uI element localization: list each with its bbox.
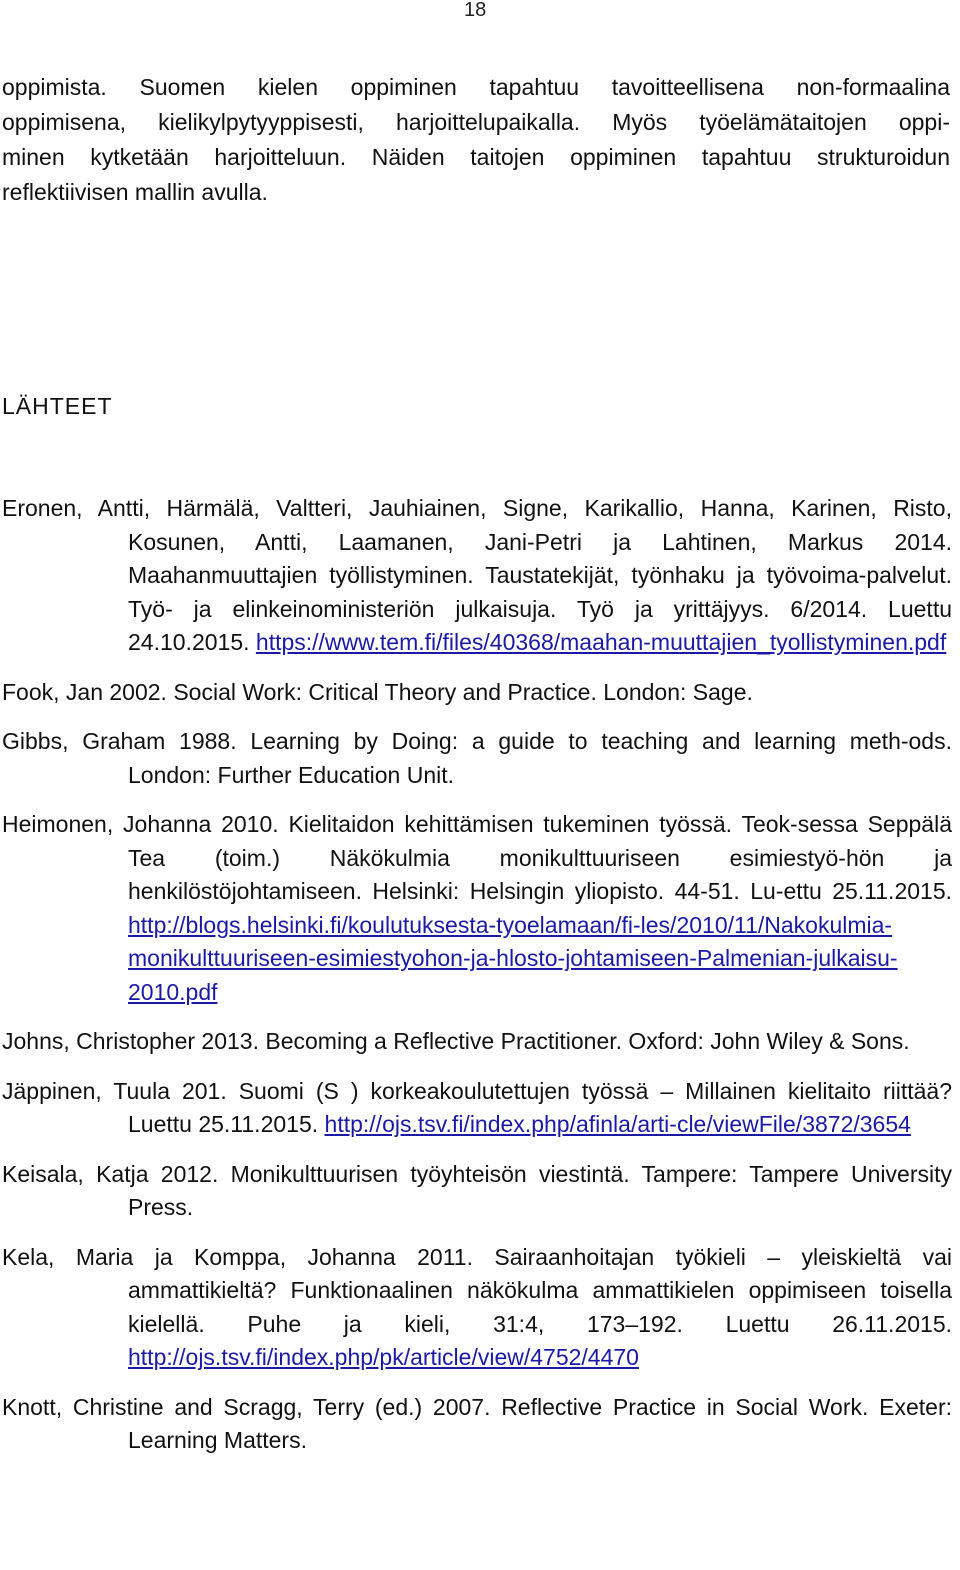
reference-list [2, 492, 952, 1474]
reference-fook-2002 [2, 676, 952, 710]
reference-text: Gibbs, Graham 1988. Learning by Doing: a guide to teaching and learning meth-ods. London: Further Education Unit. [2, 728, 952, 788]
intro-line: oppimista. Suomen kielen oppiminen tapahtuu tavoitteellisena non-formaalina [2, 74, 950, 100]
reference-jappinen [2, 1075, 952, 1142]
intro-paragraph [2, 70, 950, 210]
references-heading: LÄHTEET [2, 393, 113, 419]
reference-link[interactable]: http://ojs.tsv.fi/index.php/pk/article/view/4752/4470 [128, 1344, 639, 1370]
reference-link[interactable]: http://blogs.helsinki.fi/koulutuksesta-tyoelamaan/fi-les/2010/11/Nakokulmia-monikulttuuriseen-esimiestyohon-ja-hlosto-johtamiseen-Palmenian-julkaisu-2010.pdf [128, 911, 898, 1005]
reference-text: Johns, Christopher 2013. Becoming a Reflective Practitioner. Oxford: John Wiley & Sons. [2, 1028, 910, 1054]
intro-line: minen kytketään harjoitteluun. Näiden taitojen oppiminen tapahtuu strukturoidun [2, 144, 950, 170]
reference-heimonen-2010 [2, 808, 952, 1009]
reference-text: Heimonen, Johanna 2010. Kielitaidon kehittämisen tukeminen työssä. Teok-sessa Seppälä Tea (toim.) Näkökulmia monikulttuuriseen esimiestyö-hön ja henkilöstöjohtamiseen. Helsinki: Helsingin yliopisto. 44-51. Lu-ettu 25.11.2015. [2, 811, 952, 904]
reference-text: Keisala, Katja 2012. Monikulttuurisen työyhteisön viestintä. Tampere: Tampere University Press. [2, 1160, 952, 1220]
reference-text: Jäppinen, Tuula 201. Suomi (S ) korkeakoulutettujen työssä – Millainen kielitaito riittää? Luettu 25.11.2015. [2, 1077, 952, 1137]
intro-line: reflektiivisen mallin avulla. [2, 179, 268, 205]
page-number: 18 [464, 0, 487, 21]
reference-text: Knott, Christine and Scragg, Terry (ed.) 2007. Reflective Practice in Social Work. Exeter: Learning Matters. [2, 1393, 952, 1453]
reference-eronen-2014 [2, 492, 952, 660]
reference-text: Fook, Jan 2002. Social Work: Critical Theory and Practice. London: Sage. [2, 678, 753, 705]
reference-text: Kela, Maria ja Komppa, Johanna 2011. Sairaanhoitajan työkieli – yleiskieltä vai ammattikieltä? Funktionaalinen näkökulma ammattikielen oppimiseen toisella kielellä. Puhe ja kieli, 31:4, 173–192. Luettu 26.11.2015. [2, 1243, 952, 1337]
reference-text: Eronen, Antti, Härmälä, Valtteri, Jauhiainen, Signe, Karikallio, Hanna, Karinen, Risto, Kosunen, Antti, Laamanen, Jani-Petri ja Lahtinen, Markus 2014. Maahanmuuttajien työllistyminen. Taustatekijät, työnhaku ja työvoima-palvelut. Työ- ja elinkeinoministeriön julkaisuja. Työ ja yrittäjyys. 6/2014. Luettu 24.10.2015. [2, 495, 952, 655]
reference-link[interactable]: https://www.tem.fi/files/40368/maahan-muuttajien_tyollistyminen.pdf [255, 629, 947, 655]
reference-link[interactable]: http://ojs.tsv.fi/index.php/afinla/arti-cle/viewFile/3872/3654 [324, 1111, 911, 1137]
reference-gibbs-1988 [2, 725, 952, 792]
reference-johns-2013 [2, 1025, 952, 1059]
intro-line: oppimisena, kielikylpytyyppisesti, harjoittelupaikalla. Myös työelämätaitojen oppi- [2, 109, 950, 135]
reference-kela-komppa-2011 [2, 1241, 952, 1375]
reference-keisala-2012 [2, 1158, 952, 1225]
reference-knott-scragg-2007 [2, 1391, 952, 1458]
